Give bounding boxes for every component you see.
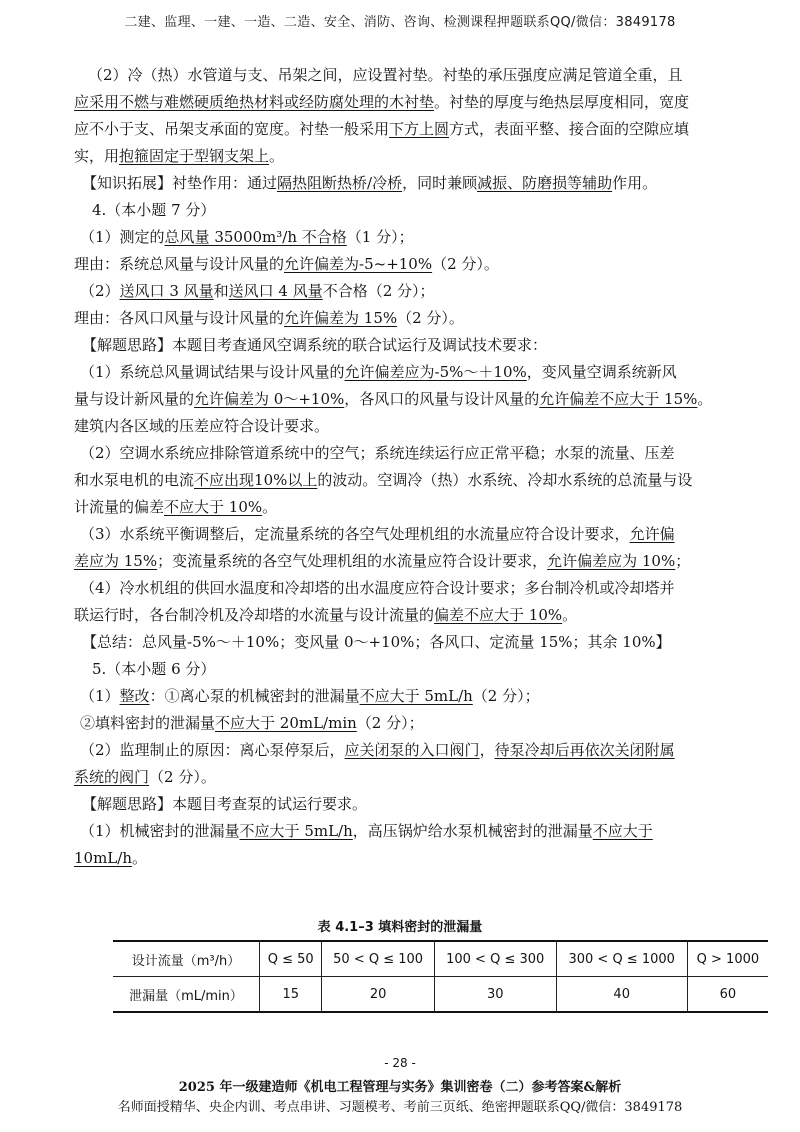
underlined-text: 允许偏 bbox=[629, 525, 675, 543]
text: 不合格（2 分）； bbox=[322, 282, 435, 300]
q5-answer-1 bbox=[74, 683, 774, 710]
q5-title: 5.（本小题 6 分） bbox=[92, 660, 216, 678]
text: （2 分）。 bbox=[432, 255, 499, 273]
q4-idea-line5 bbox=[74, 467, 774, 494]
q4-title: 4.（本小题 7 分） bbox=[92, 201, 216, 219]
underlined-text: 抱箍固定于型钢支架上 bbox=[119, 147, 270, 165]
text: （2） bbox=[80, 282, 120, 300]
text: ，同时兼顾 bbox=[402, 174, 478, 192]
table-title: 表 4.1–3 填料密封的泄漏量 bbox=[317, 920, 483, 935]
q4-idea-line9: （4）冷水机组的供回水温度和冷却塔的出水温度应符合设计要求；多台制冷机或冷却塔并 bbox=[80, 579, 675, 597]
text: 。 bbox=[697, 390, 713, 408]
underlined-text: 系统的阀门 bbox=[74, 768, 150, 786]
text: （1） bbox=[80, 687, 120, 705]
q4-idea-line6 bbox=[74, 494, 774, 521]
q5-answer-1b bbox=[74, 710, 774, 737]
text: （2 分）； bbox=[472, 687, 540, 705]
text: （1）系统总风量调试结果与设计风量的 bbox=[80, 363, 345, 381]
underlined-text: 不应大于 20mL/min bbox=[215, 714, 357, 732]
q4-idea-line8 bbox=[74, 548, 774, 575]
text: （1）测定的 bbox=[80, 228, 165, 246]
text: 方式，表面平整、接合面的空隙应填 bbox=[449, 120, 690, 138]
q4-idea-line7 bbox=[74, 521, 774, 548]
text: 。衬垫的厚度与绝热层厚度相同，宽度 bbox=[434, 93, 690, 111]
underlined-text: 待泵冷却后再依次关闭附属 bbox=[494, 741, 675, 759]
underlined-text: 差应为 15% bbox=[74, 552, 158, 570]
underlined-text: 10%以上 bbox=[254, 471, 318, 489]
row-header-flow: 设计流量（m³/h） bbox=[113, 941, 260, 977]
underlined-text: 允许偏差不应大于 15% bbox=[539, 390, 698, 408]
q5-idea-heading: 【解题思路】本题目考查泵的试运行要求。 bbox=[82, 795, 368, 813]
q4-reason-1 bbox=[74, 251, 774, 278]
underlined-text: 不应大于 bbox=[592, 822, 653, 840]
underlined-text: 允许偏差为-5~+10% bbox=[284, 255, 433, 273]
footer-title: 2025 年一级建造师《机电工程管理与实务》集训密卷（二）参考答案&解析 bbox=[178, 1080, 622, 1095]
q5-answer-2b bbox=[74, 764, 774, 791]
underlined-text: 应关闭泵的入口阀门 bbox=[344, 741, 480, 759]
text: ：①离心泵的机械密封的泄漏量 bbox=[149, 687, 360, 705]
underlined-text: 允许偏差为 15% bbox=[284, 309, 398, 327]
underlined-text: 整改 bbox=[119, 687, 150, 705]
para-2-line4 bbox=[74, 143, 774, 170]
q4-idea-line3: 建筑内各区域的压差应符合设计要求。 bbox=[74, 417, 330, 435]
flow-range-cell: 300 < Q ≤ 1000 bbox=[556, 941, 687, 977]
underlined-text: 允许偏差应为-5%～＋10% bbox=[344, 363, 527, 381]
underlined-text: 允许偏差应为 10% bbox=[547, 552, 676, 570]
text: ， bbox=[479, 741, 495, 759]
text: 量与设计新风量的 bbox=[74, 390, 195, 408]
text: 理由：系统总风量与设计风量的 bbox=[74, 255, 285, 273]
text: ，各风口的风量与设计风量的 bbox=[344, 390, 540, 408]
underlined-text: 偏差不应大于 10% bbox=[434, 606, 563, 624]
table-row bbox=[113, 941, 768, 977]
q4-idea-line2 bbox=[74, 386, 774, 413]
leakage-value-cell: 20 bbox=[322, 977, 434, 1013]
text: 。 bbox=[269, 147, 285, 165]
text: ；变流量系统的各空气处理机组的水流量应符合设计要求， bbox=[157, 552, 548, 570]
leakage-value-cell: 40 bbox=[556, 977, 687, 1013]
packing-seal-leakage-table bbox=[113, 940, 768, 1013]
text: 计流量的偏差 bbox=[74, 498, 165, 516]
text: 。 bbox=[562, 606, 578, 624]
text: 。 bbox=[262, 498, 278, 516]
q5-answer-2 bbox=[74, 737, 774, 764]
text: （1 分）； bbox=[346, 228, 414, 246]
flow-range-cell: Q > 1000 bbox=[687, 941, 768, 977]
text: ，高压锅炉给水泵机械密封的泄漏量 bbox=[352, 822, 593, 840]
answer-content bbox=[74, 62, 774, 872]
underlined-text: 不应大于 5mL/h bbox=[359, 687, 473, 705]
underlined-text: 送风口 3 风量 bbox=[119, 282, 214, 300]
q4-idea-line1 bbox=[74, 359, 774, 386]
underlined-text: 下方上圆 bbox=[389, 120, 450, 138]
text: （2 分）。 bbox=[397, 309, 464, 327]
text: （3）水系统平衡调整后，定流量系统的各空气处理机组的水流量应符合设计要求， bbox=[80, 525, 630, 543]
flow-range-cell: Q ≤ 50 bbox=[260, 941, 322, 977]
text: 应不小于支、吊架支承面的宽度。衬垫一般采用 bbox=[74, 120, 390, 138]
text: 实，用 bbox=[74, 147, 120, 165]
flow-range-cell: 100 < Q ≤ 300 bbox=[434, 941, 556, 977]
q4-idea-line4: （2）空调水系统应排除管道系统中的空气；系统连续运行应正常平稳；水泵的流量、压差 bbox=[80, 444, 675, 462]
text: 的波动。空调冷（热）水系统、冷却水系统的总流量与设 bbox=[317, 471, 693, 489]
q4-answer-1 bbox=[74, 224, 774, 251]
underlined-text: 送风口 4 风量 bbox=[228, 282, 323, 300]
q4-reason-2 bbox=[74, 305, 774, 332]
text: （2 分）； bbox=[356, 714, 424, 732]
text: （2）冷（热）水管道与支、吊架之间，应设置衬垫。衬垫的承压强度应满足管道全重，且 bbox=[88, 66, 683, 84]
text: 。 bbox=[132, 849, 148, 867]
q4-answer-2 bbox=[74, 278, 774, 305]
leakage-value-cell: 15 bbox=[260, 977, 322, 1013]
text: 和水泵电机的电流 bbox=[74, 471, 195, 489]
para-2-line2 bbox=[74, 89, 774, 116]
q4-summary: 【总结：总风量-5%～＋10%；变风量 0～+10%；各风口、定流量 15%；其余 10%】 bbox=[82, 633, 671, 651]
underlined-text: 应采用不燃与难燃硬质绝热材料或经防腐处理的木衬垫 bbox=[74, 93, 435, 111]
q4-idea-heading: 【解题思路】本题目考查通风空调系统的联合试运行及调试技术要求： bbox=[82, 336, 548, 354]
para-2-line3 bbox=[74, 116, 774, 143]
underlined-text: 不应大于 5mL/h bbox=[239, 822, 353, 840]
text: （2）监理制止的原因：离心泵停泵后， bbox=[80, 741, 345, 759]
text: 联运行时，各台制冷机及冷却塔的水流量与设计流量的 bbox=[74, 606, 435, 624]
underlined-text: 不应大于 10% bbox=[164, 498, 263, 516]
underlined-text: 减振、防磨损等辅助 bbox=[477, 174, 613, 192]
page-header-contact: 二建、监理、一建、一造、二造、安全、消防、咨询、检测课程押题联系QQ/微信：3849178 bbox=[124, 15, 676, 30]
page-number: - 28 - bbox=[384, 1056, 416, 1070]
footer-contact: 名师面授精华、央企内训、考点串讲、习题模考、考前三页纸、绝密押题联系QQ/微信：3849178 bbox=[117, 1100, 683, 1115]
q5-idea-line1 bbox=[74, 818, 774, 845]
flow-range-cell: 50 < Q ≤ 100 bbox=[322, 941, 434, 977]
underlined-text: 不应出现 bbox=[194, 471, 255, 489]
underlined-text: 隔热阻断热桥/冷桥 bbox=[277, 174, 403, 192]
q5-idea-line2 bbox=[74, 845, 774, 872]
table-row bbox=[113, 977, 768, 1013]
text: ②填料密封的泄漏量 bbox=[80, 714, 216, 732]
text: ； bbox=[675, 552, 691, 570]
text: 理由：各风口风量与设计风量的 bbox=[74, 309, 285, 327]
knowledge-extension bbox=[74, 170, 774, 197]
para-2-line1 bbox=[74, 62, 774, 89]
text: 作用。 bbox=[612, 174, 658, 192]
underlined-text: 总风量 35000m³/h 不合格 bbox=[164, 228, 347, 246]
text: 和 bbox=[213, 282, 229, 300]
underlined-text: 10mL/h bbox=[74, 849, 132, 867]
q4-idea-line10 bbox=[74, 602, 774, 629]
text: （1）机械密封的泄漏量 bbox=[80, 822, 240, 840]
text: （2 分）。 bbox=[149, 768, 216, 786]
leakage-value-cell: 30 bbox=[434, 977, 556, 1013]
leakage-value-cell: 60 bbox=[687, 977, 768, 1013]
text: ，变风量空调系统新风 bbox=[526, 363, 677, 381]
underlined-text: 允许偏差为 0～+10% bbox=[194, 390, 345, 408]
text: 【知识拓展】衬垫作用：通过 bbox=[82, 174, 278, 192]
row-header-leakage: 泄漏量（mL/min） bbox=[113, 977, 260, 1013]
